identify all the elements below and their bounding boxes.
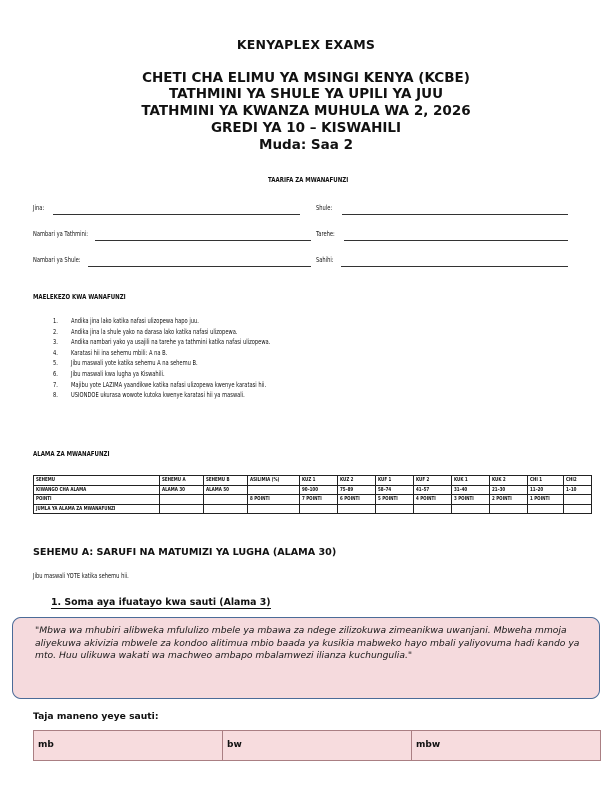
table-row — [34, 495, 592, 505]
table-cell — [564, 504, 592, 514]
question-1-prompt: Taja maneno yeye sauti: — [33, 711, 159, 722]
table-cell: 4 POINTI — [414, 495, 452, 505]
date-field[interactable] — [316, 230, 568, 242]
table-cell: 58–74 — [376, 485, 414, 495]
sound-cell-mbw[interactable]: mbw — [416, 740, 441, 750]
name-field[interactable] — [33, 204, 301, 216]
table-cell: POINTI — [34, 495, 160, 505]
table-cell: 90–100 — [300, 485, 338, 495]
table-cell — [160, 504, 204, 514]
section-a-instruction: Jibu maswali YOTE katika sehemu hii. — [33, 572, 129, 580]
sound-cell-bw[interactable]: bw — [223, 731, 412, 760]
date-line — [344, 240, 568, 241]
table-cell: KUF 2 — [414, 476, 452, 486]
marks-table — [33, 475, 592, 514]
table-cell: ASILIMIA (%) — [248, 476, 300, 486]
assessment-number-line — [95, 240, 311, 241]
title-line-4: GREDI YA 10 – KISWAHILI — [210, 120, 402, 136]
school-number-line — [88, 266, 311, 267]
table-cell: ALAMA 30 — [160, 485, 204, 495]
signature-line — [341, 266, 568, 267]
table-cell — [248, 485, 300, 495]
table-cell: 8 POINTI — [248, 495, 300, 505]
table-cell — [490, 504, 528, 514]
table-cell: 7 POINTI — [300, 495, 338, 505]
table-cell: 11–20 — [528, 485, 564, 495]
table-cell — [204, 504, 248, 514]
exam-page: KENYAPLEX EXAMS CHETI CHA ELIMU YA MSINGI KENYA (KCBE) TATHMINI YA SHULE YA UPILI YA JUU TATHMINI YA KWANZA MUHULA WA 2, 2026 GREDI YA 10 – KISWAHILI Muda: Saa 2 TAARIFA ZA MWANAFUNZI Jina: Shule: Nambari ya Tathmini: Tarehe: Nambari ya Shule: Sahihi: MAELEKEZO KWA WANAFUNZI 1. Andika jina lako katika nafasi ulizopewa hapo juu. 2. Andika jina la shule yako na darasa lako katika nafasi ulizopewa. 3. Andika nambari yako ya usajili na tarehe ya tathmini katika nafasi ulizopewa. 4. Karatasi hii ina sehemu mbili: A na B. 5. Jibu maswali yote katika sehemu A na sehemu B. 6. Jibu maswali kwa lugha ya Kiswahili. 7. Majibu yote LAZIMA yaandikwe katika nafasi ulizopewa kwenye karatasi hii. 8. USIONDOE ukurasa wowote kutoka kwenye karatasi hii ya maswali. ALAMA ZA MWANAFUNZI SEHEMU SEHEMU A SEHEMU B ASILIMIA (%) KUZ 1 KUZ 2 KUF 1 KUF 2 KUK 1 KUK 2 CHI 1 CHI2 KIWANGO CHA ALAMA ALAMA 30 ALAMA 50 90–100 75–89 58–74 41–57 31–40 21–30 11–20 1–10 POINTI 8 POINTI 7 POINTI 6 POINTI 5 POINTI 4 POINTI 3 POINTI 2 POINTI 1 POINTI JUMLA YA ALAMA ZA MWANAFUNZI SEHEMU A: SARUFI NA MATUMIZI YA LUGHA (ALAMA 30) Jibu maswali YOTE katika sehemu hii. 1. Soma aya ifuatayo kwa sauti (Alama 3) "Mbwa wa mhubiri alibweka mfululizo mbele ya mbawa za ndege zilizokuwa zimeanikwa uwanjani. Mbweha mmoja aliyekuwa akivizia mbwele za kondoo alitimua mbio baada ya kusikia mabweko hayo mbali yaliyovuma hadi kando ya mto. Huu ulikuwa wakati wa machweo ambapo mbalamwezi ilianza kuchungulia." Taja maneno yeye sauti: mb bw mbw — [0, 0, 612, 792]
table-cell: SEHEMU B — [204, 476, 248, 486]
table-cell — [338, 504, 376, 514]
reading-passage: "Mbwa wa mhubiri alibweka mfululizo mbele ya mbawa za ndege zilizokuwa zimeanikwa uwanjani. Mbweha mmoja aliyekuwa akivizia mbwele za kondoo alitimua mbio baada ya kusikia mabweko hayo mbali yaliyovuma hadi kando ya mto. Huu ulikuwa wakati wa machweo ambapo mbalamwezi ilianza kuchungulia." — [12, 617, 600, 699]
table-cell: KUF 1 — [376, 476, 414, 486]
table-cell: KUK 1 — [452, 476, 490, 486]
table-cell: CHI2 — [564, 476, 592, 486]
table-cell: CHI 1 — [528, 476, 564, 486]
school-label: Shule: — [316, 204, 333, 212]
school-line — [342, 214, 568, 215]
table-cell — [204, 495, 248, 505]
table-cell: KUZ 2 — [338, 476, 376, 486]
school-number-field[interactable] — [33, 256, 311, 268]
table-cell: 21–30 — [490, 485, 528, 495]
table-cell: 1 POINTI — [528, 495, 564, 505]
table-cell: KUK 2 — [490, 476, 528, 486]
table-cell — [564, 495, 592, 505]
table-cell: SEHEMU A — [160, 476, 204, 486]
table-cell: 31–40 — [452, 485, 490, 495]
instructions-heading: MAELEKEZO KWA WANAFUNZI — [33, 293, 126, 301]
section-a-title: SEHEMU A: SARUFI NA MATUMIZI YA LUGHA (ALAMA 30) — [33, 547, 337, 558]
table-cell — [528, 504, 564, 514]
date-label: Tarehe: — [316, 230, 335, 238]
table-cell — [300, 504, 338, 514]
marks-table-body — [34, 476, 592, 514]
organization-name: KENYAPLEX EXAMS — [236, 37, 376, 52]
table-cell: 1–10 — [564, 485, 592, 495]
sounds-table — [33, 730, 601, 761]
table-row — [34, 485, 592, 495]
signature-field[interactable] — [316, 256, 568, 268]
table-cell: 75–89 — [338, 485, 376, 495]
name-label: Jina: — [33, 204, 45, 212]
question-1-text: 1. Soma aya ifuatayo kwa sauti (Alama 3) — [51, 597, 271, 608]
table-cell: 3 POINTI — [452, 495, 490, 505]
table-cell: KIWANGO CHA ALAMA — [34, 485, 160, 495]
table-cell — [248, 504, 300, 514]
table-row — [34, 504, 592, 514]
table-row — [34, 476, 592, 486]
title-line-1: CHETI CHA ELIMU YA MSINGI KENYA (KCBE) — [142, 70, 470, 86]
table-cell — [376, 504, 414, 514]
table-cell — [414, 504, 452, 514]
table-cell — [452, 504, 490, 514]
table-cell: KUZ 1 — [300, 476, 338, 486]
title-line-5: Muda: Saa 2 — [259, 137, 353, 153]
signature-label: Sahihi: — [316, 256, 334, 264]
title-line-2: TATHMINI YA SHULE YA UPILI YA JUU — [168, 86, 444, 102]
assessment-number-field[interactable] — [33, 230, 311, 242]
assessment-number-label: Nambari ya Tathmini: — [33, 230, 89, 238]
table-cell: ALAMA 50 — [204, 485, 248, 495]
table-cell: 5 POINTI — [376, 495, 414, 505]
table-cell: 2 POINTI — [490, 495, 528, 505]
sound-cell-mb[interactable]: mb — [34, 731, 223, 760]
table-cell: JUMLA YA ALAMA ZA MWANAFUNZI — [34, 504, 160, 514]
table-cell — [160, 495, 204, 505]
table-cell: 41–57 — [414, 485, 452, 495]
student-info-heading: TAARIFA ZA MWANAFUNZI — [268, 176, 349, 184]
marks-heading: ALAMA ZA MWANAFUNZI — [33, 450, 110, 458]
question-1-label — [51, 597, 271, 608]
table-cell: SEHEMU — [34, 476, 160, 486]
school-field[interactable] — [316, 204, 568, 216]
name-line — [53, 214, 300, 215]
table-cell: 6 POINTI — [338, 495, 376, 505]
school-number-label: Nambari ya Shule: — [33, 256, 81, 264]
title-line-3: TATHMINI YA KWANZA MUHULA WA 2, 2026 — [141, 103, 471, 119]
